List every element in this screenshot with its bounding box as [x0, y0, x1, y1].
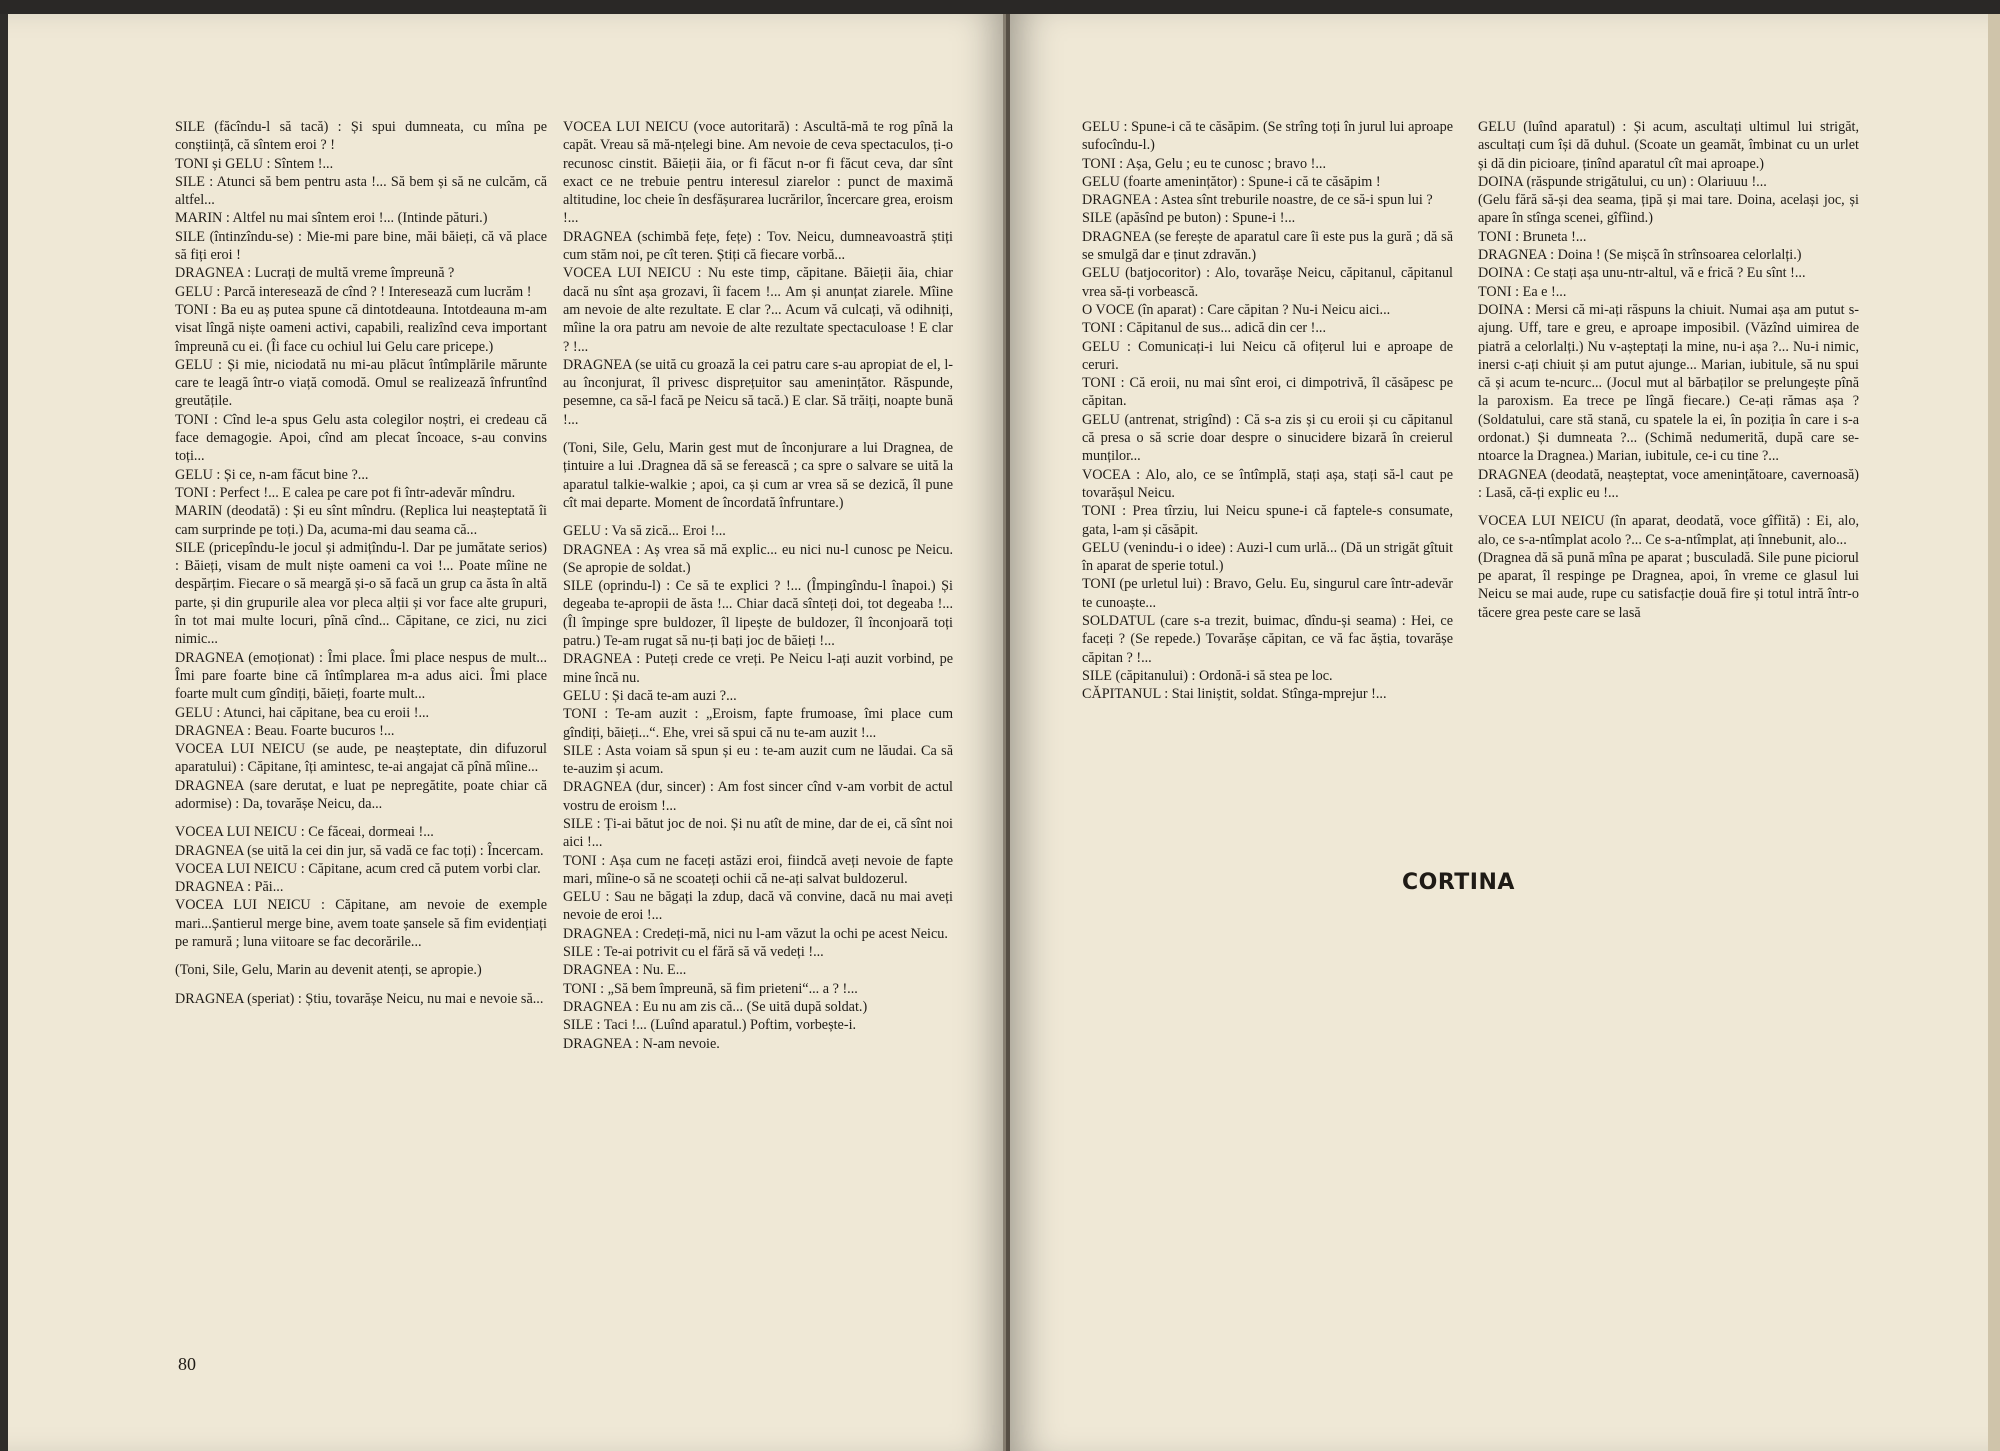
right-page-column-1: [1082, 118, 1453, 704]
dialogue-paragraph: TONI și GELU : Sîntem !...: [175, 155, 334, 172]
dialogue-paragraph: DOINA : Mersi că mi-ați răspuns la chiuit. Numai așa am putut s-ajung. Uff, tare e greu, e aproape imposibil. (Văzînd uimirea de piatră a celorlalți.) Nu v-așteptați la mine, nu-i așa ?... Nu-i nimic, inersi c-ați chiuit și am putut ajunge... Marian, iubitule, să nu spui că și acum te-ncurc... (Jocul mut al bărbaților se prelungește pînă la paroxism. Ea trece pe lîngă fiecare.) Ce-ați rămas așa ? (Soldatului, care stă stană, cu spatele la ei, în poziția în care i s-a ordonat.) Și dumneata ?... (Schimă nedumerită, după care se-ntoarce la Dragnea.) Marian, iubitule, ce-i cu tine ?...: [1478, 301, 1859, 465]
dialogue-paragraph: DRAGNEA : Eu nu am zis că... (Se uită după soldat.): [563, 998, 868, 1015]
dialogue-paragraph: CĂPITANUL : Stai liniștit, soldat. Stînga-mprejur !...: [1082, 686, 1387, 703]
dialogue-paragraph: SILE : Taci !... (Luînd aparatul.) Poftim, vorbește-i.: [563, 1017, 857, 1034]
dialogue-paragraph: GELU (venindu-i o idee) : Auzi-l cum urlă... (Dă un strigăt gîtuit în aparat de sperie totul.): [1082, 539, 1453, 575]
dialogue-paragraph: TONI : Te-am auzit : „Eroism, fapte frumoase, îmi place cum gîndiți, băieți...“. Ehe, vrei să spui că nu te-am auzit !...: [563, 706, 953, 741]
dialogue-paragraph: GELU : Și ce, n-am făcut bine ?...: [175, 466, 369, 483]
dialogue-paragraph: GELU : Spune-i că te căsăpim. (Se strîng toți în jurul lui aproape sufocîndu-l.): [1082, 119, 1453, 154]
dialogue-paragraph: TONI : Cînd le-a spus Gelu asta colegilor noștri, ei credeau că face demagogie. Apoi, cînd am plecat încoace, s-au convins toți...: [175, 411, 547, 465]
dialogue-paragraph: TONI : Bruneta !...: [1478, 228, 1587, 245]
book-cover-edge: [0, 0, 2000, 14]
right-page-column-2: [1478, 118, 1859, 622]
left-page-column-1: [175, 118, 547, 1008]
dialogue-paragraph: DRAGNEA : Aș vrea să mă explic... eu nici nu-l cunosc pe Neicu. (Se apropie de soldat.): [563, 541, 953, 576]
dialogue-paragraph: GELU (antrenat, strigînd) : Că s-a zis și cu eroii și cu căpitanul că presa o să scrie doar despre o sinucidere bizară în creierul munților...: [1082, 411, 1453, 465]
dialogue-paragraph: (Gelu fără să-și dea seama, țipă și mai tare. Doina, același joc, și apare în stînga scenei, gîfîind.): [1478, 192, 1859, 227]
left-page: [8, 14, 1006, 1451]
dialogue-paragraph: DRAGNEA : Astea sînt treburile noastre, de ce să-i spun lui ?: [1082, 192, 1433, 209]
dialogue-paragraph: DRAGNEA : Lucrați de multă vreme împreună ?: [175, 265, 455, 282]
dialogue-paragraph: GELU : Sau ne băgați la zdup, dacă vă convine, dacă nu mai aveți nevoie de eroi !...: [563, 889, 953, 924]
dialogue-paragraph: TONI : Așa, Gelu ; eu te cunosc ; bravo !...: [1082, 155, 1327, 172]
dialogue-paragraph: DRAGNEA (dur, sincer) : Am fost sincer cînd v-am vorbit de actul vostru de eroism !...: [563, 779, 953, 814]
dialogue-paragraph: VOCEA LUI NEICU (voce autoritară) : Ascultă-mă te rog pînă la capăt. Vreau să mă-nțelegi bine. Am nevoie de ceva spectaculos, ți-o recunosc cinstit. Băieții ăia, or fi făcut n-or fi făcut ceva, dar sînt exact ce ne trebuie pentru interesul ziarelor : punct de maximă altitudine, loc cheie în desfășurarea lucrărilor, încercare grea, eroism !...: [563, 119, 953, 227]
dialogue-paragraph: DRAGNEA (emoționat) : Îmi place. Îmi place nespus de mult... Îmi pare foarte bine că întîmplarea m-a adus aici. Îmi place foarte mult cum gîndiți, băieți, foarte mult...: [175, 649, 547, 703]
dialogue-paragraph: SILE (întinzîndu-se) : Mie-mi pare bine, măi băieți, că vă place să fiți eroi !: [175, 228, 547, 264]
dialogue-paragraph: DRAGNEA : N-am nevoie.: [563, 1035, 720, 1052]
dialogue-paragraph: DRAGNEA : Doina ! (Se mișcă în strînsoarea celorlalți.): [1478, 247, 1802, 264]
right-page: [1010, 14, 1988, 1451]
page-number: 80: [178, 1354, 196, 1374]
left-page-column-2: [563, 118, 953, 1053]
dialogue-paragraph: TONI : „Să bem împreună, să fim prieteni“... a ? !...: [563, 980, 858, 997]
dialogue-paragraph: (Toni, Sile, Gelu, Marin au devenit atenți, se apropie.): [175, 962, 482, 979]
dialogue-paragraph: SILE : Te-ai potrivit cu el fără să vă vedeți !...: [563, 944, 824, 961]
dialogue-paragraph: DRAGNEA (schimbă fețe, fețe) : Tov. Neicu, dumneavoastră știți cum stăm noi, pe cît teren. Știți că fiecare vorbă...: [563, 228, 953, 264]
dialogue-paragraph: SILE : Asta voiam să spun și eu : te-am auzit cum ne lăudai. Ca să te-auzim și acum.: [563, 742, 953, 778]
dialogue-paragraph: DRAGNEA : Beau. Foarte bucuros !...: [175, 722, 395, 739]
dialogue-paragraph: DRAGNEA : Păi...: [175, 879, 284, 896]
dialogue-paragraph: GELU (luînd aparatul) : Și acum, ascultați ultimul lui strigăt, ascultați cum își dă duhul. (Scoate un geamăt, îmbinat cu un urlet și dă din picioare, ținînd aparatul cît mai aproape.): [1478, 119, 1859, 172]
dialogue-paragraph: DRAGNEA : Credeți-mă, nici nu l-am văzut la ochi pe acest Neicu.: [563, 925, 948, 942]
dialogue-paragraph: TONI : Perfect !... E calea pe care pot fi într-adevăr mîndru.: [175, 484, 516, 501]
dialogue-paragraph: DRAGNEA (se uită la cei din jur, să vadă ce fac toți) : Încercam.: [175, 842, 544, 859]
dialogue-paragraph: VOCEA LUI NEICU : Căpitane, acum cred că putem vorbi clar.: [175, 860, 541, 877]
dialogue-paragraph: MARIN : Altfel nu mai sîntem eroi !... (Intinde pături.): [175, 210, 488, 227]
dialogue-paragraph: MARIN (deodată) : Și eu sînt mîndru. (Replica lui neașteptată îi cam surprinde pe toți.) Da, acuma-mi dau seama că...: [175, 503, 547, 538]
dialogue-paragraph: SILE (făcîndu-l să tacă) : Și spui dumneata, cu mîna pe conștiință, că sîntem eroi ? !: [175, 119, 547, 154]
dialogue-paragraph: DOINA (răspunde strigătului, cu un) : Olariuuu !...: [1478, 173, 1767, 190]
dialogue-paragraph: GELU : Va să zică... Eroi !...: [563, 523, 726, 540]
dialogue-paragraph: TONI : Că eroii, nu mai sînt eroi, ci dimpotrivă, îl căsăpesc pe căpitan.: [1082, 375, 1453, 410]
dialogue-paragraph: TONI : Așa cum ne faceți astăzi eroi, fiindcă aveți nevoie de fapte mari, mîine-o să ne scoateți ochii că ne-ați salvat buldozerul.: [563, 852, 953, 887]
dialogue-paragraph: DRAGNEA (sare derutat, e luat pe nepregătite, poate chiar că adormise) : Da, tovarășe Neicu, da...: [175, 777, 547, 812]
dialogue-paragraph: GELU (batjocoritor) : Alo, tovarășe Neicu, căpitanul, căpitanul vrea să-ți vorbească.: [1082, 265, 1453, 300]
dialogue-paragraph: VOCEA : Alo, alo, ce se întîmplă, stați așa, stați să-l caut pe tovarășul Neicu.: [1082, 466, 1453, 501]
dialogue-paragraph: VOCEA LUI NEICU : Ce făceai, dormeai !...: [175, 824, 434, 841]
page-stack-edge: [1988, 14, 2000, 1451]
dialogue-paragraph: SILE (apăsînd pe buton) : Spune-i !...: [1082, 210, 1296, 227]
dialogue-paragraph: SOLDATUL (care s-a trezit, buimac, dîndu-și seama) : Hei, ce faceți ? (Se repede.) Tovarășe căpitan, ce vă fac ăștia, tovarășe căpitan ? !...: [1082, 613, 1453, 666]
dialogue-paragraph: GELU : Și mie, niciodată nu mi-au plăcut întîmplările mărunte care te leagă într-o viață comodă. Omul se realizează înfruntînd greutățile.: [175, 356, 547, 410]
dialogue-paragraph: DRAGNEA : Nu. E...: [563, 962, 687, 979]
dialogue-paragraph: TONI : Căpitanul de sus... adică din cer !...: [1082, 320, 1327, 337]
dialogue-paragraph: DRAGNEA (se uită cu groază la cei patru care s-au apropiat de el, l-au înconjurat, îl privesc disprețuitor sau amenințător. Răspunde, pesemne, ca să-l facă pe Neicu să tacă.) E clar. Să trăiți, noapte bună !...: [563, 356, 953, 428]
dialogue-paragraph: TONI : Ba eu aș putea spune că dintotdeauna. Intotdeauna m-am visat lîngă niște oameni activi, capabili, realizînd ceva important împreună cu ei. (Îi face cu ochiul lui Gelu care pricepe.): [175, 301, 547, 355]
dialogue-paragraph: DRAGNEA (se ferește de aparatul care îi este pus la gură ; dă să se smulgă dar e ținut zdravăn.): [1082, 228, 1453, 264]
dialogue-paragraph: GELU : Și dacă te-am auzi ?...: [563, 687, 737, 704]
curtain-heading: CORTINA: [1402, 870, 1515, 895]
dialogue-paragraph: VOCEA LUI NEICU : Nu este timp, căpitane. Băieții ăia, chiar dacă nu sînt așa grozavi, îi facem !... Am și anunțat ziarele. Mîine am nevoie de alte rezultate. E clar ?... Acum vă culcați, vă odihniți, mîine la ora patru am nevoie de alte rezultate spectaculoase ! E clar ? !...: [563, 265, 953, 355]
dialogue-paragraph: DOINA : Ce stați așa unu-ntr-altul, vă e frică ? Eu sînt !...: [1478, 265, 1806, 282]
dialogue-paragraph: SILE (căpitanului) : Ordonă-i să stea pe loc.: [1082, 667, 1333, 684]
dialogue-paragraph: VOCEA LUI NEICU : Căpitane, am nevoie de exemple mari...Șantierul merge bine, avem toate șansele să fim evidențiați pe ramură ; luna viitoare se fac decorările...: [175, 897, 547, 951]
dialogue-paragraph: GELU : Atunci, hai căpitane, bea cu eroii !...: [175, 704, 430, 721]
dialogue-paragraph: VOCEA LUI NEICU (în aparat, deodată, voce gîfîită) : Ei, alo, alo, ce s-a-ntîmplat acolo ?... Ce s-a-ntîmplat, ați înnebunit, alo...: [1478, 513, 1859, 548]
dialogue-paragraph: GELU : Comunicați-i lui Neicu că ofițerul lui e aproape de ceruri.: [1082, 338, 1453, 373]
dialogue-paragraph: GELU : Parcă interesează de cînd ? ! Interesează cum lucrăm !: [175, 283, 532, 300]
dialogue-paragraph: SILE : Ți-ai bătut joc de noi. Și nu atît de mine, dar de ei, că sînt noi aici !...: [563, 815, 953, 851]
dialogue-paragraph: VOCEA LUI NEICU (se aude, pe neașteptate, din difuzorul aparatului) : Căpitane, îți amintesc, te-ai angajat că pînă mîine...: [175, 741, 547, 776]
dialogue-paragraph: SILE : Atunci să bem pentru asta !... Să bem și să ne culcăm, că altfel...: [175, 173, 547, 209]
dialogue-paragraph: TONI : Ea e !...: [1478, 283, 1567, 300]
dialogue-paragraph: DRAGNEA : Puteți crede ce vreți. Pe Neicu l-ați auzit vorbind, pe mine încă nu.: [563, 651, 953, 686]
dialogue-paragraph: DRAGNEA (deodată, neașteptat, voce amenințătoare, cavernoasă) : Lasă, că-ți explic eu !...: [1478, 466, 1859, 501]
dialogue-paragraph: DRAGNEA (speriat) : Știu, tovarășe Neicu, nu mai e nevoie să...: [175, 990, 544, 1007]
dialogue-paragraph: SILE (oprindu-l) : Ce să te explici ? !... (Împingîndu-l înapoi.) Și degeaba te-apropii de ăsta !... Chiar dacă sînteți doi, tot degeaba !... (Îl împinge spre buldozer, îl lipește de buldozer, îl înconjoară toți patru.) Te-am rugat să nu-ți bați joc de băieți !...: [563, 578, 953, 650]
dialogue-paragraph: (Dragnea dă să pună mîna pe aparat ; busculadă. Sile pune piciorul pe aparat, îl respinge pe Dragnea, apoi, în vreme ce glasul lui Neicu se mai aude, rupe cu satisfacție două fire și totul intră într-o tăcere grea peste care se lasă: [1478, 549, 1859, 621]
dialogue-paragraph: GELU (foarte amenințător) : Spune-i că te căsăpim !: [1082, 173, 1381, 190]
dialogue-paragraph: TONI (pe urletul lui) : Bravo, Gelu. Eu, singurul care într-adevăr te cunoaște...: [1082, 576, 1453, 611]
dialogue-paragraph: SILE (pricepîndu-le jocul și admițîndu-l. Dar pe jumătate serios) : Băieți, visam de mult niște oameni ca voi !... Poate mîine ne despărțim. Fiecare o să meargă și-o să facă un grup ca ăsta în altă parte, și din grupurile alea vor pleca alții și vor face alte grupuri, în tot mai multe locuri, pînă cînd... Căpitane, ce zici, nu zici nimic...: [175, 539, 547, 648]
dialogue-paragraph: TONI : Prea tîrziu, lui Neicu spune-i că faptele-s consumate, gata, l-am și căsăpit.: [1082, 503, 1453, 538]
dialogue-paragraph: O VOCE (în aparat) : Care căpitan ? Nu-i Neicu aici...: [1082, 301, 1391, 318]
dialogue-paragraph: (Toni, Sile, Gelu, Marin gest mut de înconjurare a lui Dragnea, de țintuire a lui .Dragnea dă să se ferească ; ca spre o salvare se uită la aparatul talkie-walkie ; apoi, ca și cum ar vrea să se dezică, îl pune cît mai departe. Moment de încordată înfruntare.): [563, 440, 953, 511]
